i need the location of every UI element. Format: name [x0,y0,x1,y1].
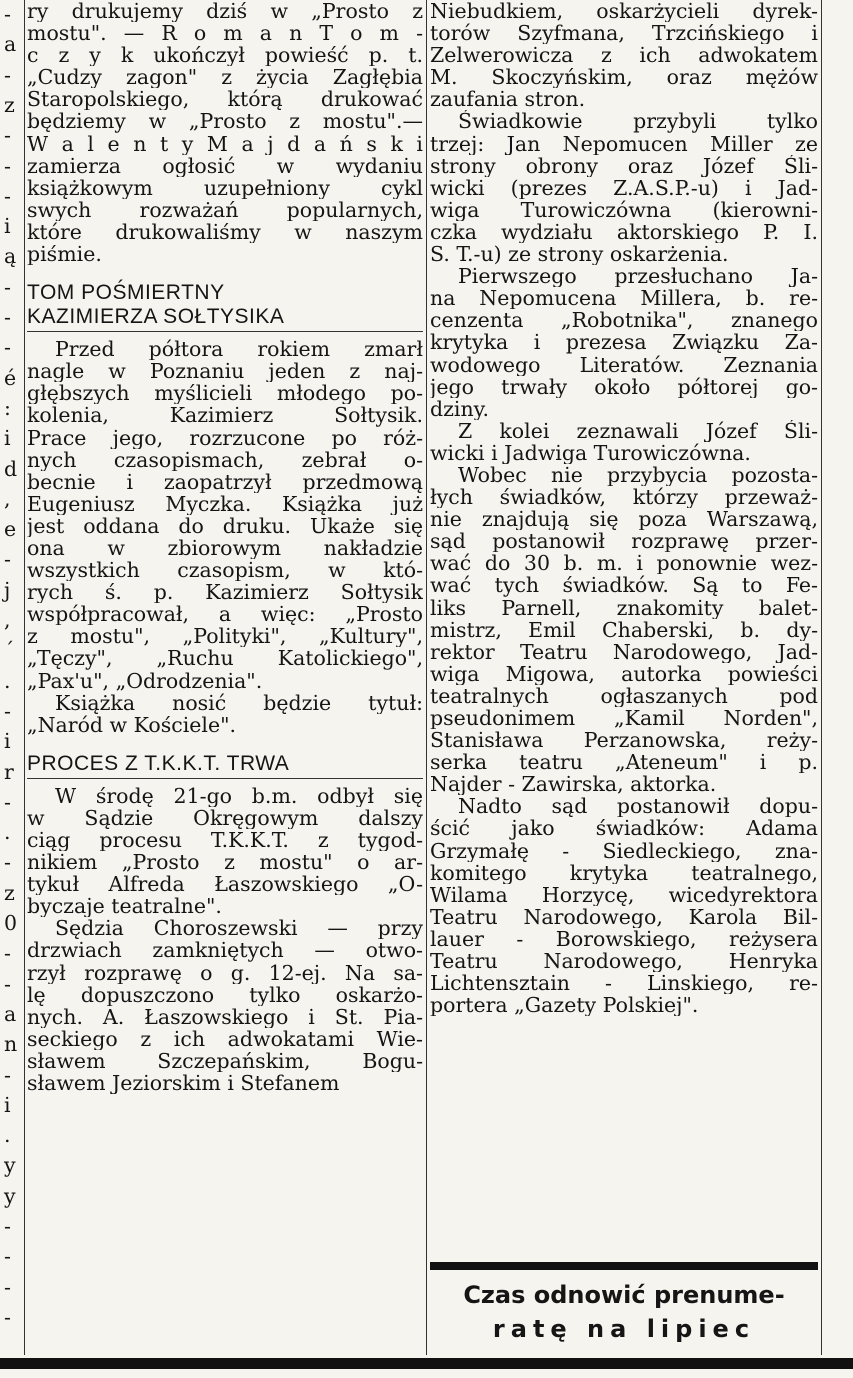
edge-fragment: r [4,759,14,784]
text-line: Stanisława Perzanowska, reży- [430,729,818,752]
edge-fragment: - [4,62,11,87]
text-line: wiga Migowa, autorka powieści [430,662,818,685]
text-line: Wobec nie przybycia pozosta- [458,463,818,487]
text-line: „Naród w Kościele". [27,713,237,736]
edge-fragment: i [4,426,11,451]
edge-fragment: y [4,1153,16,1178]
text-line: łych świadków, którzy przeważ- [430,486,818,509]
text-line: Nadto sąd postanowił dopu- [458,795,818,818]
text-line: Lichtensztain - Linskiego, re- [430,972,818,995]
text-line: dziny. [430,397,490,420]
text-line: wicki (prezes Z.A.S.P.-u) i Jad- [430,176,818,199]
edge-fragment: , [4,486,11,511]
text-line: rych ś. p. Kazimierz Sołtysik [27,581,423,604]
text-line: ciąg procesu T.K.K.T. z tygod- [27,829,423,852]
text-line: „Tęczy", „Ruchu Katolickiego", [27,647,423,670]
edge-fragment: - [4,183,11,208]
text-line: ona w zbiorowym nakładzie [27,536,423,560]
column-rule-middle [426,0,427,1355]
text-line: „Pax'u", „Odrodzenia". [27,669,263,692]
text-line: portera „Gazety Polskiej". [430,994,699,1017]
edge-fragment: : [4,395,11,420]
text-line: Teatru Narodowego, Henryka [430,950,818,973]
text-line: Najder - Zawirska, aktorka. [430,773,717,796]
text-line: drzwiach zamkniętych — otwo- [27,939,423,962]
text-line: mistrz, Emil Chaberski, b. dy- [430,618,818,641]
text-line: jego trwały około półtorej go- [430,375,818,398]
text-line: książkowym uzupełniony cykl [27,176,423,199]
edge-fragment: z [4,880,15,905]
edge-fragment: - [4,153,11,178]
headline-tom-posmiertny [27,275,423,332]
text-line: S. T.-u) ze strony oskarżenia. [430,243,729,266]
edge-fragment: i [4,729,11,754]
text-line: mostu". — R o m a n T o m - [27,22,423,45]
text-line: wać do 30 b. m. i ponownie wez- [430,552,818,575]
text-line: ścić jako świadków: Adama [430,817,818,840]
text-line: lę dopuszczono tylko oskarżo- [27,983,423,1006]
text-line: c z y k ukończył powieść p. t. [27,44,423,67]
edge-fragment: - [4,850,11,875]
text-line: M. Skoczyńskim, oraz mężów [430,66,818,89]
bottom-border [0,1358,853,1369]
edge-fragment: - [4,274,11,299]
intro-paragraph [27,0,423,265]
edge-fragment: . [4,1123,11,1148]
text-line: torów Szyfmana, Trzcińskiego i [430,22,818,45]
text-line: zaufania stron. [430,88,586,111]
edge-fragment: ˊ [4,638,15,663]
column-2 [430,0,818,1016]
edge-fragment: j [4,577,11,602]
text-line: nych czasopismach, zebrał o- [27,448,423,471]
text-line: becnie i zaopatrzył przedmową [27,470,423,493]
edge-fragment: - [4,305,11,329]
text-line: zamierza ogłosić w wydaniu [27,154,423,177]
text-line: Przed półtora rokiem zmarł [55,338,423,361]
text-line: nych. A. Łaszowskiego i St. Pia- [27,1005,423,1028]
text-line: pseudonimem „Kamil Norden", [430,707,818,730]
text-line: głębszych myślicieli młodego po- [27,382,423,405]
text-line: piśmie. [27,243,102,266]
text-line: Staropolskiego, którą drukować [27,88,423,111]
headline-line: KAZIMIERZA SOŁTYSIKA [27,305,285,329]
text-line: W a l e n t y M a j d a ń s k i [27,132,423,155]
article-tom-posmiertny [27,338,423,736]
edge-fragment: . [4,820,11,845]
text-line: na Nepomucena Millera, b. re- [430,287,818,310]
edge-fragment: é [4,365,17,390]
edge-fragment: y [4,1183,16,1208]
edge-fragment: - [4,789,11,814]
text-line: wodowego Literatów. Zeznania [430,353,818,376]
text-line: wszystkich czasopism, w któ- [27,559,423,582]
edge-fragment: 0 [4,911,18,935]
text-line: Prace jego, rozrzucone po róż- [27,426,423,449]
edge-fragment: - [4,941,11,966]
text-line: komitego krytyka teatralnego, [430,861,818,884]
edge-fragment: i [4,214,11,239]
edge-fragment: e [4,517,17,542]
text-line: W środę 21-go b.m. odbył się [55,784,423,807]
edge-fragment: - [4,971,11,996]
text-line: strony obrony oraz Józef Śli- [430,154,818,177]
text-line: współpracował, a więc: „Prosto [27,603,423,626]
text-line: Eugeniusz Myczka. Książka już [27,492,423,515]
text-line: Wilama Horzycę, wicedyrektora [430,883,818,906]
article-proces [27,785,423,1094]
headline-line: TOM POŚMIERTNY [27,281,225,305]
text-line: które drukowaliśmy w naszym [27,220,423,244]
text-line: wicki i Jadwiga Turowiczówna. [430,441,751,464]
edge-fragment: - [4,1244,11,1269]
column-rule-left [24,0,25,1355]
text-line: trzej: Jan Nepomucen Miller ze [430,132,818,155]
text-line: sławem Jeziorskim i Stefanem [27,1072,340,1095]
text-line: z mostu", „Polityki", „Kultury", [27,625,423,648]
headline-line: PROCES Z T.K.K.T. TRWA [27,751,290,775]
text-line: Świadkowie przybyli tylko [458,110,818,133]
edge-fragment: ą [4,244,17,269]
text-line: Sędzia Choroszewski — przy [55,917,423,940]
text-line: seckiego z ich adwokatami Wie- [27,1027,423,1050]
text-line: krytyka i prezesa Związku Za- [430,331,818,354]
edge-fragment: - [4,698,11,723]
edge-fragment: d [4,456,18,481]
edge-fragment: z [4,92,15,117]
text-line: nikiem „Prosto z mostu" o ar- [27,851,423,874]
text-line: rektor Teatru Narodowego, Jad- [430,640,818,663]
text-line: będziemy w „Prosto z mostu".— [27,110,423,133]
text-line: sławem Szczepańskim, Bogu- [27,1049,423,1073]
edge-fragment: - [4,2,11,26]
text-line: Pierwszego przesłuchano Ja- [458,265,818,288]
column-rule-right [821,0,822,1355]
edge-fragment: a [4,1001,17,1026]
text-line: wać tych świadków. Są to Fe- [430,574,818,597]
text-line: wiga Turowiczówna (kierowni- [430,198,818,221]
text-line: kolenia, Kazimierz Sołtysik. [27,404,423,427]
promo-line-2: ratę na lipiec [492,1315,756,1343]
edge-fragment: . [4,668,11,693]
promo-line-1: Czas odnowić prenume- [463,1281,785,1309]
text-line: czka wydziału aktorskiego P. I. [430,220,818,244]
text-line: „Cudzy zagon" z życia Zagłębia [27,66,423,89]
text-line: cenzenta „Robotnika", znanego [430,309,818,332]
column-1 [27,0,423,1094]
edge-fragment: - [4,1274,11,1299]
text-line: Zelwerowicza z ich adwokatem [430,44,818,67]
text-line: nagle w Poznaniu jeden z naj- [27,360,423,383]
text-line: Niebudkiem, oskarżycieli dyrek- [430,0,818,23]
edge-fragment: n [4,1032,18,1057]
text-line: Teatru Narodowego, Karola Bil- [430,905,818,928]
text-line: liks Parnell, znakomity balet- [430,596,818,619]
text-line: Z kolei zeznawali Józef Śli- [458,419,818,442]
text-line: swych rozważań popularnych, [27,198,423,221]
text-line: lauer - Borowskiego, reżysera [430,927,818,951]
text-line: nie znajdują się poza Warszawą, [430,508,818,531]
edge-fragment: - [4,547,11,572]
edge-fragment: a [4,32,17,57]
edge-fragment: - [4,1062,11,1087]
edge-fragment: , [4,608,11,632]
text-line: ry drukujemy dziś w „Prosto z [27,0,423,23]
edge-fragment: - [4,123,11,148]
headline-proces [27,746,423,779]
text-line: jest oddana do druku. Ukaże się [27,514,423,537]
text-line: sąd postanowił rozprawę przer- [430,530,818,553]
edge-fragment: i [4,1092,11,1117]
edge-fragment: - [4,1214,11,1238]
text-line: Grzymałę - Siedleckiego, zna- [430,839,818,862]
text-line: byczaje teatralne". [27,895,222,918]
text-line: tykuł Alfreda Łaszowskiego „O- [27,873,423,896]
text-line: teatralnych ogłaszanych pod [430,684,818,707]
text-line: rzył rozprawę o g. 12-ej. Na sa- [27,961,423,984]
edge-fragment: - [4,335,11,360]
text-line: serka teatru „Ateneum" i p. [430,751,818,774]
edge-fragment: - [4,1304,11,1329]
text-line: Książka nosić będzie tytuł: [55,691,423,714]
text-line: w Sądzie Okręgowym dalszy [27,806,423,829]
